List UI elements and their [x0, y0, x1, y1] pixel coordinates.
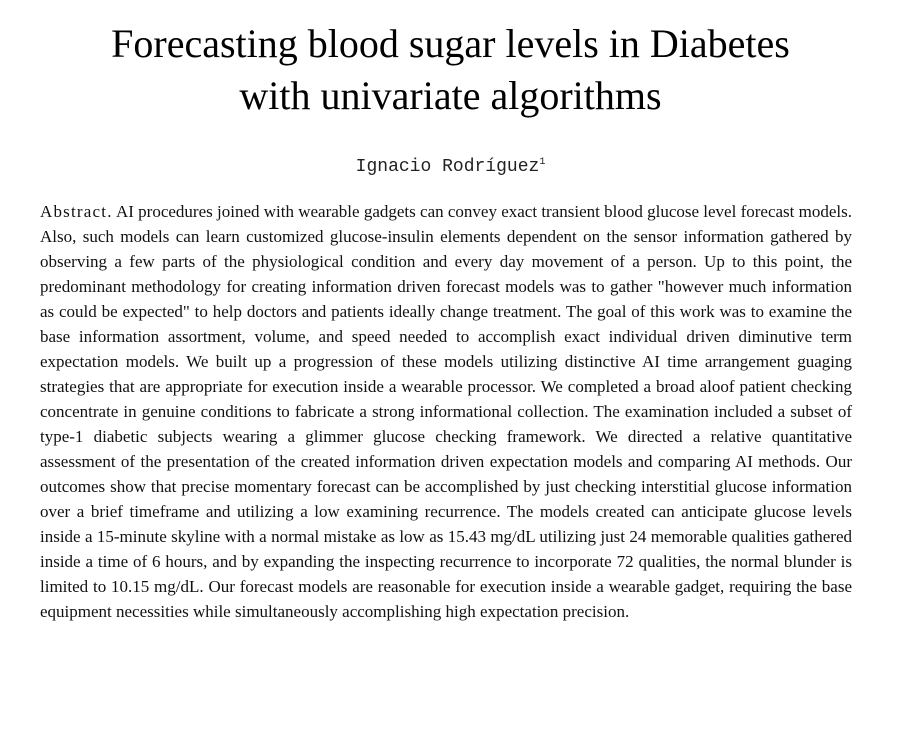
abstract-paragraph: [40, 199, 852, 624]
abstract-label: Abstract.: [40, 202, 113, 221]
author-affiliation-mark: 1: [539, 157, 546, 168]
paper-title-line-1: Forecasting blood sugar levels in Diabetes: [111, 21, 790, 66]
author-line: [0, 155, 901, 179]
paper-title: [0, 18, 901, 122]
abstract-text: AI procedures joined with wearable gadgets can convey exact transient blood glucose level forecast models. Also, such models can learn customized glucose-insulin elements dependent on the sensor information gathered by observing a few parts of the physiological condition and every day movement of a person. Up to this point, the predominant methodology for creating information driven forecast models was to gather "however much information as could be expected" to help doctors and patients ideally change treatment. The goal of this work was to examine the base information assortment, volume, and speed needed to accomplish exact individual driven diminutive term expectation models. We built up a progression of these models utilizing distinctive AI time arrangement guaging strategies that are appropriate for execution inside a wearable processor. We completed a broad aloof patient checking concentrate in genuine conditions to fabricate a strong informational collection. The examination included a subset of type-1 diabetic subjects wearing a glimmer glucose checking framework. We directed a relative quantitative assessment of the presentation of the created information driven expectation models and comparing AI methods. Our outcomes show that precise momentary forecast can be accomplished by just checking interstitial glucose information over a brief timeframe and utilizing a low examining recurrence. The models created can anticipate glucose levels inside a 15-minute skyline with a normal mistake as low as 15.43 mg/dL utilizing just 24 memorable qualities gathered inside a time of 6 hours, and by expanding the inspecting recurrence to incorporate 72 qualities, the normal blunder is limited to 10.15 mg/dL. Our forecast models are reasonable for execution inside a wearable gadget, requiring the base equipment necessities while simultaneously accomplishing high expectation precision.: [40, 202, 852, 621]
paper-title-line-2: with univariate algorithms: [239, 73, 662, 118]
author-name: Ignacio Rodríguez: [355, 157, 540, 177]
